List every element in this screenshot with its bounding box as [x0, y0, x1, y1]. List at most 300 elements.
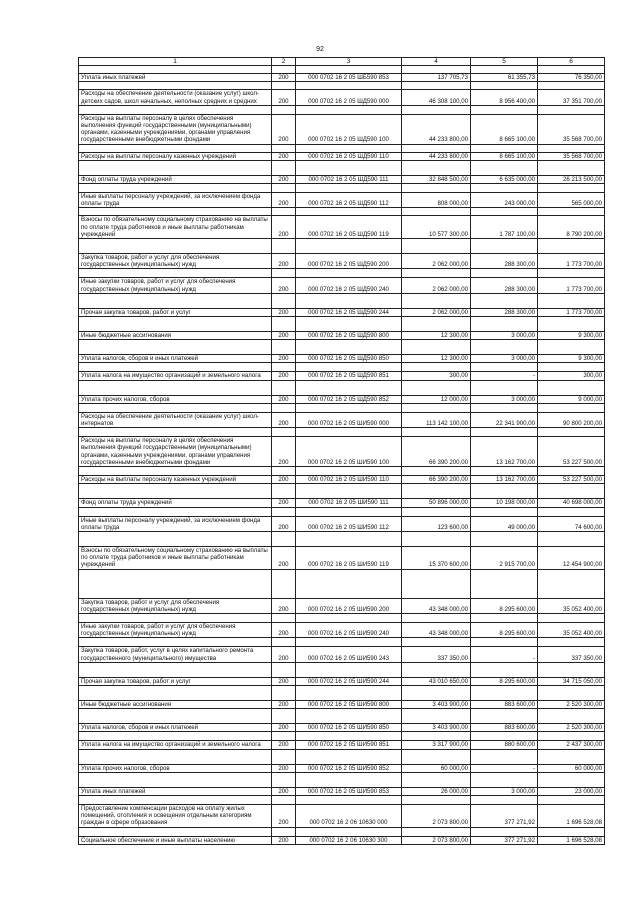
- row-line-code: 200: [272, 193, 296, 208]
- row-remaining-amount: 35 052 400,00: [538, 622, 605, 637]
- spacer-cell: [296, 380, 402, 395]
- spacer-cell: [296, 184, 402, 193]
- table-row: [79, 700, 605, 708]
- spacer-cell: [79, 184, 272, 193]
- table-row: [79, 437, 605, 467]
- column-number-row: [79, 58, 605, 66]
- spacer-cell: [402, 293, 471, 308]
- row-executed-amount: 10 198 000,00: [471, 499, 538, 507]
- table-row: [79, 175, 605, 183]
- row-budget-code: 000 0702 16 2 05 ШД590 244: [296, 308, 402, 316]
- row-remaining-amount: 2 520 300,00: [538, 700, 605, 708]
- spacer-cell: [272, 772, 296, 787]
- row-remaining-amount: 35 568 700,00: [538, 114, 605, 144]
- row-name: Предоставление компенсации расходов на оплату жилых помещений, отопления и освещения отдельным категориям граждан в сфере образования: [79, 804, 272, 827]
- row-name: Расходы на выплаты персоналу в целях обеспечения выполнения функций государственными (муниципальными) органами, казенными учреждениями, органами управления государственными внебюджетными фондами: [79, 114, 272, 144]
- spacer-cell: [402, 184, 471, 193]
- spacer-cell: [471, 709, 538, 724]
- spacer-cell: [79, 772, 272, 787]
- row-line-code: 200: [272, 724, 296, 732]
- row-remaining-amount: 1 773 700,00: [538, 278, 605, 293]
- row-executed-amount: 883 600,00: [471, 724, 538, 732]
- table-row: [79, 741, 605, 749]
- row-line-code: 200: [272, 74, 296, 82]
- spacer-cell: [272, 363, 296, 372]
- spacer-cell: [471, 184, 538, 193]
- spacer-cell: [538, 531, 605, 546]
- row-name: Уплата налогов, сборов и иных платежей: [79, 355, 272, 363]
- row-approved-amount: 50 896 000,00: [402, 499, 471, 507]
- row-budget-code: 000 0702 16 2 05 ШД590 100: [296, 114, 402, 144]
- row-executed-amount: 8 665 100,00: [471, 114, 538, 144]
- row-budget-code: 000 0702 16 2 05 ШБ590 853: [296, 74, 402, 82]
- row-remaining-amount: 76 350,00: [538, 74, 605, 82]
- row-budget-code: 000 0702 16 2 05 ШИ590 112: [296, 516, 402, 531]
- spacer-cell: [471, 638, 538, 647]
- spacer-cell: [402, 507, 471, 516]
- row-remaining-amount: 9 300,00: [538, 332, 605, 340]
- row-approved-amount: 66 390 200,00: [402, 437, 471, 467]
- row-approved-amount: 808 000,00: [402, 193, 471, 208]
- row-approved-amount: 32 848 500,00: [402, 175, 471, 183]
- spacer-cell: [296, 507, 402, 516]
- spacer-row: [79, 317, 605, 332]
- spacer-cell: [538, 403, 605, 412]
- spacer-row: [79, 239, 605, 254]
- row-name: Прочая закупка товаров, работ и услуг: [79, 677, 272, 685]
- spacer-cell: [79, 380, 272, 395]
- spacer-cell: [402, 66, 471, 74]
- row-line-code: 200: [272, 741, 296, 749]
- spacer-cell: [538, 380, 605, 395]
- row-budget-code: 000 0702 16 2 05 ШД590 000: [296, 90, 402, 105]
- spacer-cell: [79, 685, 272, 700]
- spacer-cell: [272, 749, 296, 764]
- spacer-row: [79, 66, 605, 74]
- spacer-cell: [402, 317, 471, 332]
- row-line-code: 200: [272, 787, 296, 795]
- spacer-cell: [272, 795, 296, 804]
- row-budget-code: 000 0702 16 2 05 ШД590 851: [296, 372, 402, 380]
- spacer-cell: [296, 269, 402, 278]
- row-executed-amount: 49 000,00: [471, 516, 538, 531]
- row-approved-amount: 26 000,00: [402, 787, 471, 795]
- row-name: Взносы по обязательному социальному страхованию на выплаты по оплате труда работников и иные выплаты работникам учреждений: [79, 216, 272, 239]
- row-name: Уплата налогов, сборов и иных платежей: [79, 724, 272, 732]
- row-approved-amount: 337 350,00: [402, 647, 471, 662]
- spacer-cell: [538, 317, 605, 332]
- spacer-cell: [538, 66, 605, 74]
- spacer-cell: [272, 144, 296, 152]
- spacer-cell: [79, 82, 272, 90]
- row-line-code: 200: [272, 546, 296, 569]
- spacer-cell: [471, 380, 538, 395]
- row-approved-amount: 137 705,73: [402, 74, 471, 82]
- row-executed-amount: 3 000,00: [471, 787, 538, 795]
- table-row: [79, 355, 605, 363]
- column-header: 5: [471, 58, 538, 66]
- spacer-cell: [402, 732, 471, 741]
- spacer-cell: [272, 613, 296, 622]
- spacer-row: [79, 772, 605, 787]
- row-approved-amount: 46 308 100,00: [402, 90, 471, 105]
- spacer-cell: [272, 569, 296, 598]
- spacer-cell: [402, 749, 471, 764]
- spacer-cell: [538, 685, 605, 700]
- table-row: [79, 677, 605, 685]
- spacer-cell: [79, 293, 272, 308]
- row-name: Фонд оплаты труда учреждений: [79, 175, 272, 183]
- row-line-code: 200: [272, 114, 296, 144]
- spacer-cell: [79, 428, 272, 437]
- row-name: Иные бюджетные ассигнования: [79, 700, 272, 708]
- row-line-code: 200: [272, 216, 296, 239]
- spacer-row: [79, 709, 605, 724]
- row-name: Закупка товаров, работ, услуг в целях капитального ремонта государственного (муниципального) имущества: [79, 647, 272, 662]
- row-approved-amount: 2 073 800,00: [402, 836, 471, 844]
- spacer-cell: [79, 467, 272, 476]
- spacer-row: [79, 507, 605, 516]
- row-executed-amount: 3 000,00: [471, 332, 538, 340]
- table-row: [79, 395, 605, 403]
- row-budget-code: 000 0702 16 2 05 ШД590 112: [296, 193, 402, 208]
- spacer-cell: [296, 144, 402, 152]
- row-line-code: 200: [272, 308, 296, 316]
- spacer-cell: [402, 685, 471, 700]
- spacer-row: [79, 638, 605, 647]
- spacer-cell: [402, 144, 471, 152]
- spacer-cell: [538, 105, 605, 114]
- table-row: [79, 598, 605, 613]
- spacer-cell: [272, 82, 296, 90]
- page-number: 92: [316, 46, 324, 53]
- spacer-cell: [296, 484, 402, 499]
- row-remaining-amount: 26 213 500,00: [538, 175, 605, 183]
- spacer-row: [79, 428, 605, 437]
- spacer-cell: [79, 239, 272, 254]
- row-executed-amount: 377 271,92: [471, 836, 538, 844]
- spacer-row: [79, 82, 605, 90]
- row-name: Расходы на выплаты персоналу в целях обеспечения выполнения функций государственными (муниципальными) органами, казенными учреждениями, органами управления государственными внебюджетными фондами: [79, 437, 272, 467]
- spacer-cell: [272, 685, 296, 700]
- row-approved-amount: 44 233 800,00: [402, 152, 471, 160]
- spacer-cell: [402, 484, 471, 499]
- spacer-cell: [402, 569, 471, 598]
- spacer-cell: [296, 795, 402, 804]
- row-budget-code: 000 0702 16 2 05 ШИ590 244: [296, 677, 402, 685]
- spacer-cell: [79, 795, 272, 804]
- spacer-cell: [296, 293, 402, 308]
- row-budget-code: 000 0702 16 2 05 ШИ590 111: [296, 499, 402, 507]
- row-budget-code: 000 0702 16 2 05 ШИ590 800: [296, 700, 402, 708]
- table-row: [79, 254, 605, 269]
- spacer-cell: [79, 105, 272, 114]
- row-remaining-amount: 565 000,00: [538, 193, 605, 208]
- spacer-cell: [272, 160, 296, 175]
- row-name: Иные выплаты персоналу учреждений, за исключением фонда оплаты труда: [79, 193, 272, 208]
- row-approved-amount: 2 062 000,00: [402, 278, 471, 293]
- spacer-row: [79, 184, 605, 193]
- spacer-cell: [471, 160, 538, 175]
- spacer-cell: [296, 239, 402, 254]
- spacer-cell: [471, 749, 538, 764]
- spacer-cell: [272, 293, 296, 308]
- spacer-cell: [296, 709, 402, 724]
- spacer-row: [79, 160, 605, 175]
- spacer-cell: [402, 269, 471, 278]
- row-name: Уплата прочих налогов, сборов: [79, 764, 272, 772]
- row-remaining-amount: 9 000,00: [538, 395, 605, 403]
- spacer-cell: [471, 317, 538, 332]
- spacer-row: [79, 269, 605, 278]
- spacer-cell: [272, 380, 296, 395]
- row-remaining-amount: 60 000,00: [538, 764, 605, 772]
- spacer-cell: [272, 428, 296, 437]
- row-executed-amount: 8 295 600,00: [471, 677, 538, 685]
- row-line-code: 200: [272, 175, 296, 183]
- spacer-cell: [402, 428, 471, 437]
- spacer-cell: [471, 428, 538, 437]
- spacer-cell: [296, 827, 402, 836]
- spacer-cell: [272, 239, 296, 254]
- row-executed-amount: -: [471, 647, 538, 662]
- spacer-cell: [296, 638, 402, 647]
- row-name: Закупка товаров, работ и услуг для обеспечения государственных (муниципальных) нужд: [79, 598, 272, 613]
- spacer-cell: [471, 507, 538, 516]
- row-remaining-amount: 74 600,00: [538, 516, 605, 531]
- spacer-row: [79, 467, 605, 476]
- spacer-cell: [471, 105, 538, 114]
- budget-table: [78, 57, 605, 845]
- table-row: [79, 724, 605, 732]
- row-executed-amount: 6 635 000,00: [471, 175, 538, 183]
- spacer-cell: [538, 467, 605, 476]
- spacer-cell: [402, 613, 471, 622]
- row-name: Иные закупки товаров, работ и услуг для обеспечения государственных (муниципальных) нужд: [79, 622, 272, 637]
- row-budget-code: 000 0702 16 2 05 ШД590 111: [296, 175, 402, 183]
- row-approved-amount: 300,00: [402, 372, 471, 380]
- spacer-cell: [296, 613, 402, 622]
- spacer-cell: [471, 144, 538, 152]
- table-row: [79, 622, 605, 637]
- row-name: Закупка товаров, работ и услуг для обеспечения государственных (муниципальных) нужд: [79, 254, 272, 269]
- spacer-row: [79, 613, 605, 622]
- row-line-code: 200: [272, 254, 296, 269]
- row-budget-code: 000 0702 16 2 05 ШИ590 000: [296, 412, 402, 427]
- spacer-row: [79, 403, 605, 412]
- row-line-code: 200: [272, 395, 296, 403]
- row-remaining-amount: 53 227 500,00: [538, 476, 605, 484]
- spacer-cell: [402, 340, 471, 355]
- spacer-cell: [272, 66, 296, 74]
- spacer-cell: [79, 662, 272, 677]
- spacer-cell: [538, 239, 605, 254]
- spacer-cell: [402, 531, 471, 546]
- spacer-cell: [402, 239, 471, 254]
- row-executed-amount: 8 295 600,00: [471, 598, 538, 613]
- row-executed-amount: 288 300,00: [471, 308, 538, 316]
- spacer-cell: [272, 484, 296, 499]
- table-row: [79, 278, 605, 293]
- spacer-cell: [79, 340, 272, 355]
- row-budget-code: 000 0702 16 2 05 ШИ590 200: [296, 598, 402, 613]
- spacer-cell: [471, 531, 538, 546]
- spacer-cell: [471, 363, 538, 372]
- spacer-cell: [471, 732, 538, 741]
- row-executed-amount: 2 915 700,00: [471, 546, 538, 569]
- row-executed-amount: 377 271,92: [471, 804, 538, 827]
- row-remaining-amount: 34 715 050,00: [538, 677, 605, 685]
- row-name: Иные закупки товаров, работ и услуг для обеспечения государственных (муниципальных) нужд: [79, 278, 272, 293]
- spacer-cell: [296, 662, 402, 677]
- row-name: Иные выплаты персоналу учреждений, за исключением фонда оплаты труда: [79, 516, 272, 531]
- table-row: [79, 787, 605, 795]
- row-line-code: 200: [272, 836, 296, 844]
- row-budget-code: 000 0702 16 2 05 ШИ590 100: [296, 437, 402, 467]
- row-remaining-amount: 1 773 700,00: [538, 254, 605, 269]
- spacer-cell: [471, 208, 538, 216]
- spacer-cell: [471, 467, 538, 476]
- row-budget-code: 000 0702 16 2 05 ШД590 200: [296, 254, 402, 269]
- row-line-code: 200: [272, 152, 296, 160]
- spacer-cell: [538, 709, 605, 724]
- table-row: [79, 647, 605, 662]
- spacer-cell: [402, 709, 471, 724]
- spacer-cell: [296, 340, 402, 355]
- spacer-cell: [538, 749, 605, 764]
- spacer-cell: [471, 569, 538, 598]
- spacer-row: [79, 662, 605, 677]
- row-executed-amount: -: [471, 372, 538, 380]
- spacer-cell: [296, 403, 402, 412]
- row-budget-code: 000 0702 16 2 05 ШИ590 119: [296, 546, 402, 569]
- row-name: Уплата прочих налогов, сборов: [79, 395, 272, 403]
- spacer-cell: [402, 827, 471, 836]
- row-budget-code: 000 0702 16 2 05 ШИ590 110: [296, 476, 402, 484]
- spacer-cell: [538, 184, 605, 193]
- row-name: Расходы на обеспечение деятельности (оказание услуг) школ-интернатов: [79, 412, 272, 427]
- spacer-cell: [296, 685, 402, 700]
- row-executed-amount: 883 600,00: [471, 700, 538, 708]
- spacer-cell: [296, 160, 402, 175]
- row-budget-code: 000 0702 16 2 05 ШИ590 243: [296, 647, 402, 662]
- table-row: [79, 499, 605, 507]
- spacer-row: [79, 105, 605, 114]
- row-name: Иные бюджетные ассигнования: [79, 332, 272, 340]
- table-row: [79, 216, 605, 239]
- spacer-row: [79, 749, 605, 764]
- spacer-cell: [538, 208, 605, 216]
- row-executed-amount: 8 295 600,00: [471, 622, 538, 637]
- row-approved-amount: 2 062 000,00: [402, 254, 471, 269]
- spacer-cell: [538, 507, 605, 516]
- spacer-cell: [402, 772, 471, 787]
- row-name: Расходы на выплаты персоналу казенных учреждений: [79, 152, 272, 160]
- row-budget-code: 000 0702 16 2 05 ШД590 852: [296, 395, 402, 403]
- row-approved-amount: 12 300,00: [402, 355, 471, 363]
- spacer-cell: [296, 531, 402, 546]
- spacer-cell: [402, 403, 471, 412]
- spacer-cell: [79, 507, 272, 516]
- row-executed-amount: 880 600,00: [471, 741, 538, 749]
- row-line-code: 200: [272, 516, 296, 531]
- spacer-cell: [79, 144, 272, 152]
- spacer-row: [79, 293, 605, 308]
- table-row: [79, 546, 605, 569]
- spacer-cell: [538, 363, 605, 372]
- spacer-cell: [296, 467, 402, 476]
- row-approved-amount: 12 000,00: [402, 395, 471, 403]
- spacer-row: [79, 144, 605, 152]
- row-budget-code: 000 0702 16 2 05 ШД590 800: [296, 332, 402, 340]
- spacer-cell: [538, 772, 605, 787]
- spacer-row: [79, 732, 605, 741]
- row-executed-amount: 288 300,00: [471, 278, 538, 293]
- row-remaining-amount: 90 800 200,00: [538, 412, 605, 427]
- row-budget-code: 000 0702 16 2 05 ШИ590 852: [296, 764, 402, 772]
- row-approved-amount: 15 370 600,00: [402, 546, 471, 569]
- spacer-cell: [79, 827, 272, 836]
- row-remaining-amount: 40 698 000,00: [538, 499, 605, 507]
- spacer-cell: [471, 340, 538, 355]
- spacer-cell: [296, 66, 402, 74]
- row-name: Уплата иных платежей: [79, 74, 272, 82]
- spacer-cell: [471, 82, 538, 90]
- row-line-code: 200: [272, 437, 296, 467]
- row-name: Расходы на обеспечение деятельности (оказание услуг) школ-детских садов, школ начальных, неполных средних и средних: [79, 90, 272, 105]
- spacer-row: [79, 827, 605, 836]
- spacer-row: [79, 363, 605, 372]
- row-line-code: 200: [272, 804, 296, 827]
- spacer-row: [79, 685, 605, 700]
- spacer-cell: [538, 795, 605, 804]
- row-budget-code: 000 0702 16 2 06 10630 300: [296, 836, 402, 844]
- spacer-cell: [296, 569, 402, 598]
- row-line-code: 200: [272, 278, 296, 293]
- spacer-cell: [471, 827, 538, 836]
- spacer-cell: [296, 749, 402, 764]
- spacer-cell: [272, 732, 296, 741]
- spacer-cell: [272, 709, 296, 724]
- spacer-row: [79, 380, 605, 395]
- spacer-cell: [538, 144, 605, 152]
- row-name: Взносы по обязательному социальному страхованию на выплаты по оплате труда работников и иные выплаты работникам учреждений: [79, 546, 272, 569]
- spacer-cell: [402, 208, 471, 216]
- row-remaining-amount: 337 350,00: [538, 647, 605, 662]
- table-row: [79, 476, 605, 484]
- spacer-cell: [79, 66, 272, 74]
- row-budget-code: 000 0702 16 2 06 10630 000: [296, 804, 402, 827]
- spacer-cell: [296, 317, 402, 332]
- row-approved-amount: 2 073 800,00: [402, 804, 471, 827]
- spacer-cell: [402, 795, 471, 804]
- spacer-cell: [296, 105, 402, 114]
- row-remaining-amount: 1 696 528,08: [538, 804, 605, 827]
- row-line-code: 200: [272, 647, 296, 662]
- spacer-cell: [296, 208, 402, 216]
- spacer-cell: [538, 732, 605, 741]
- spacer-cell: [79, 569, 272, 598]
- spacer-cell: [272, 662, 296, 677]
- row-name: Прочая закупка товаров, работ и услуг: [79, 308, 272, 316]
- row-remaining-amount: 37 351 700,00: [538, 90, 605, 105]
- row-executed-amount: 8 956 400,00: [471, 90, 538, 105]
- table-row: [79, 114, 605, 144]
- spacer-cell: [538, 82, 605, 90]
- table-row: [79, 308, 605, 316]
- spacer-cell: [79, 749, 272, 764]
- row-line-code: 200: [272, 700, 296, 708]
